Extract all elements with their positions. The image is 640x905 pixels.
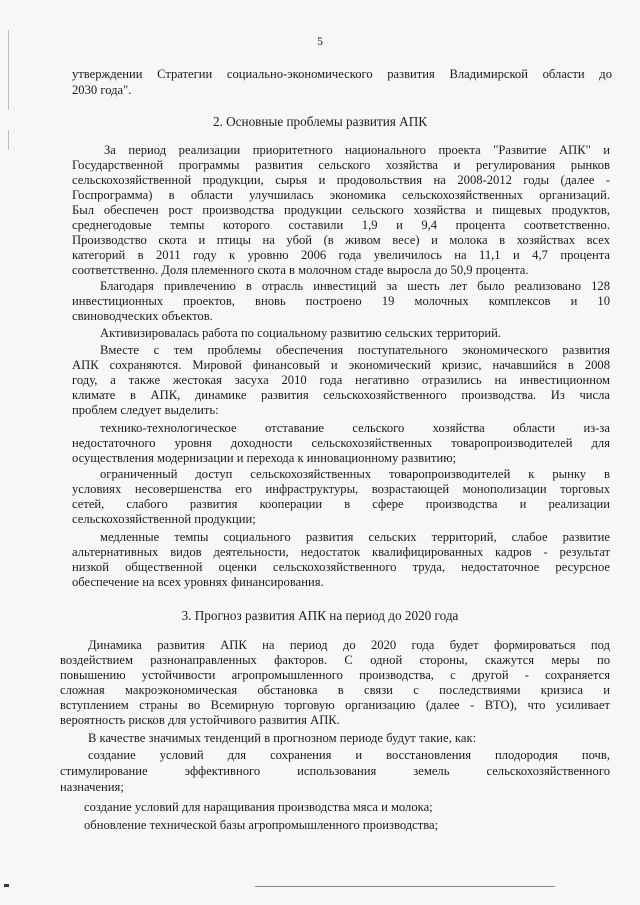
text-line: инвестиционных проектов, вновь построено 19 молочных комплексов и 10 — [72, 294, 610, 308]
text-line: осуществления модернизации и перехода к инновационному развитию; — [72, 451, 457, 465]
scan-edge-line — [255, 886, 555, 887]
scan-edge-mark — [8, 130, 9, 150]
text-line: утверждении Стратегии социально-экономического развития Владимирской области до — [72, 67, 612, 81]
text-line: медленные темпы социального развития сельских территорий, слабое развитие — [100, 530, 610, 544]
text-line: сложная макроэкономическая обстановка в связи с последствиями кризиса и — [60, 683, 610, 697]
text-line: создание условий для наращивания производства мяса и молока; — [84, 800, 433, 814]
text-line: соответственно. Доля племенного скота в молочном стаде выросла до 50,9 процента. — [72, 263, 529, 277]
page-number: 5 — [317, 36, 323, 48]
text-line: обеспечение на всех уровнях финансирования. — [72, 575, 324, 589]
text-line: воздействием разнонаправленных факторов. С одной стороны, скажутся меры по — [60, 653, 610, 667]
text-line: АПК сохраняются. Мировой финансовый и экономический кризис, начавшийся в 2008 — [72, 358, 610, 372]
text-line: вероятность рисков для устойчивого развития АПК. — [60, 713, 340, 727]
text-line: Динамика развития АПК на период до 2020 года будет формироваться под — [88, 638, 610, 652]
text-line: технико-технологическое отставание сельского хозяйства области из-за — [100, 421, 610, 435]
text-line: условиях несовершенства его инфраструктуры, возрастающей монополизации торговых — [72, 482, 610, 496]
text-line: стимулирование эффективного использования земель сельскохозяйственного — [60, 764, 610, 778]
text-line: Госпрограмма) в области улучшилась экономика сельскохозяйственных организаций. — [72, 188, 610, 202]
text-line: Был обеспечен рост производства продукции сельского хозяйства и пищевых продуктов, — [72, 203, 610, 217]
text-line: обновление технической базы агропромышленного производства; — [84, 818, 439, 832]
text-line: низкой общественной оценки сельскохозяйственного труда, недостаточное ресурсное — [72, 560, 610, 574]
text-line: Благодаря привлечению в отрасль инвестиций за шесть лет было реализовано 128 — [100, 279, 610, 293]
text-line: 2030 года". — [72, 83, 132, 97]
text-line: свиноводческих объектов. — [72, 309, 213, 323]
text-line: За период реализации приоритетного национального проекта "Развитие АПК" и — [104, 143, 610, 157]
text-line: Производство скота и птицы на убой (в живом весе) и молока в хозяйствах всех — [72, 233, 610, 247]
text-line: ограниченный доступ сельскохозяйственных товаропроизводителей к рынку в — [100, 467, 610, 481]
text-line: климате в АПК, динамике развития сельскохозяйственного производства. Из числа — [72, 388, 610, 402]
text-line: Активизировалась работа по социальному развитию сельских территорий. — [100, 326, 502, 340]
text-line: назначения; — [60, 780, 124, 794]
text-line: категорий в 2011 году к уровню 2006 года увеличилось на 11,1 и 4,7 процента — [72, 248, 610, 262]
text-line: сетей, слабого развития кооперации в сфере производства и реализации — [72, 497, 610, 511]
text-line: альтернативных видов деятельности, недостаток квалифицированных кадров - результат — [72, 545, 610, 559]
text-line: Вместе с тем проблемы обеспечения поступательного экономического развития — [100, 343, 610, 357]
section-heading-2: 2. Основные проблемы развития АПК — [212, 114, 428, 129]
section-heading-3: 3. Прогноз развития АПК на период до 2020 года — [181, 608, 459, 623]
text-line: недостаточного уровня доходности сельскохозяйственных товаропроизводителей для — [72, 436, 610, 450]
text-line: Государственной программы развития сельского хозяйства и регулирования рынков — [72, 158, 610, 172]
text-line: повышению устойчивости агропромышленного производства, с другой - сохраняется — [60, 668, 610, 682]
text-line: вступлением страны во Всемирную торговую организацию (далее - ВТО), что усиливает — [60, 698, 610, 712]
text-line: создание условий для сохранения и восстановления плодородия почв, — [88, 748, 610, 762]
text-line: году, а также жестокая засуха 2010 года негативно отразились на инвестиционном — [72, 373, 610, 387]
text-line: среднегодовые темпы которого составили 1,9 и 9,4 процента соответственно. — [72, 218, 610, 232]
text-line: сельскохозяйственной продукции, сырья и продовольствия на 2008-2012 годы (далее - — [72, 173, 610, 187]
text-line: В качестве значимых тенденций в прогнозном периоде будут такие, как: — [88, 731, 477, 745]
scan-artifact — [4, 884, 9, 887]
text-line: проблем следует выделить: — [72, 403, 219, 417]
text-line: сельскохозяйственной продукции; — [72, 512, 256, 526]
